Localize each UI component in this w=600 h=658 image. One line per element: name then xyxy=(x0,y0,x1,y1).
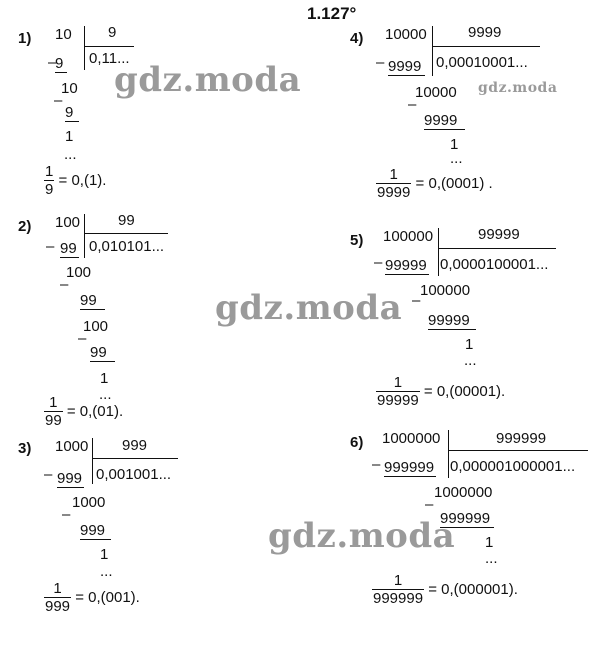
division-bar xyxy=(438,228,439,276)
watermark: gdz.moda xyxy=(114,60,302,100)
divisor-line xyxy=(84,46,134,47)
quotient: 0,00010001... xyxy=(436,54,528,71)
minus-sign: – xyxy=(44,466,53,483)
divisor: 99999 xyxy=(478,226,520,243)
fraction-denominator: 99 xyxy=(45,412,62,429)
watermark: gdz.moda xyxy=(268,516,456,556)
result-value: = 0,(001). xyxy=(75,589,140,606)
fraction xyxy=(372,572,424,607)
quotient: 0,010101... xyxy=(89,238,165,255)
step: 999 xyxy=(80,522,111,540)
step: 1 xyxy=(465,336,474,353)
minus-sign: – xyxy=(374,254,383,271)
fraction-numerator: 1 xyxy=(53,580,62,597)
division-bar xyxy=(432,26,433,76)
step: 99 xyxy=(80,292,105,310)
quotient: 0,11... xyxy=(89,50,130,67)
problem-label: 3) xyxy=(18,440,32,457)
step: 1 xyxy=(450,136,459,153)
minus-sign: – xyxy=(62,506,71,523)
fraction-denominator: 999 xyxy=(45,598,71,615)
minus-sign: – xyxy=(54,92,63,109)
fraction xyxy=(376,374,420,409)
step: 99 xyxy=(60,240,77,257)
step: 100000 xyxy=(420,282,471,299)
step: 9 xyxy=(55,55,67,73)
division-bar xyxy=(84,26,85,70)
minus-sign: – xyxy=(408,96,417,113)
quotient: 0,000001000001... xyxy=(450,458,576,475)
quotient: 0,0000100001... xyxy=(440,256,549,273)
divisor: 9999 xyxy=(468,24,502,41)
watermark: gdz.moda xyxy=(478,80,558,96)
step: 999999 xyxy=(384,459,435,476)
divisor: 999999 xyxy=(496,430,547,447)
step: 10000 xyxy=(415,84,457,101)
problem-label: 1) xyxy=(18,30,32,47)
divisor: 999 xyxy=(122,437,148,454)
step: ... xyxy=(100,563,113,580)
result-value: = 0,(01). xyxy=(66,403,124,420)
step: 1000 xyxy=(72,494,106,511)
step: 1 xyxy=(100,546,109,563)
step: 1000000 xyxy=(434,484,493,501)
fraction xyxy=(376,166,411,201)
result-line xyxy=(44,394,123,429)
step: 1 xyxy=(65,128,74,145)
divisor-line xyxy=(432,46,540,47)
divisor: 99 xyxy=(118,212,135,229)
dividend: 100 xyxy=(55,214,81,231)
step: ... xyxy=(64,146,77,163)
result-line xyxy=(372,572,518,607)
result-line xyxy=(44,580,140,615)
quotient: 0,001001... xyxy=(96,466,172,483)
dividend: 10 xyxy=(55,26,72,43)
divisor-line xyxy=(84,233,168,234)
step: 999 xyxy=(57,470,83,487)
step: 99999 xyxy=(428,312,476,330)
problem-label: 2) xyxy=(18,218,32,235)
fraction-denominator: 999999 xyxy=(373,590,424,607)
step: 99 xyxy=(90,344,115,362)
minus-sign: – xyxy=(46,238,55,255)
result-value: = 0,(0001) . xyxy=(415,175,493,192)
dividend: 1000000 xyxy=(382,430,441,447)
problem-label: 5) xyxy=(350,232,364,249)
fraction-numerator: 1 xyxy=(389,166,398,183)
result-line xyxy=(376,374,505,409)
divisor: 9 xyxy=(108,24,117,41)
result-value: = 0,(00001). xyxy=(423,383,506,400)
problem-label: 4) xyxy=(350,30,364,47)
dividend: 10000 xyxy=(385,26,427,43)
step: 1 xyxy=(485,534,494,551)
division-bar xyxy=(448,430,449,478)
minus-sign: – xyxy=(376,54,385,71)
step: 999999 xyxy=(440,510,494,528)
fraction-denominator: 99999 xyxy=(377,392,419,409)
divisor-line xyxy=(92,458,178,459)
fraction-numerator: 1 xyxy=(393,374,403,391)
fraction xyxy=(44,580,71,615)
minus-sign: – xyxy=(412,292,421,309)
result-line xyxy=(376,166,493,201)
minus-sign: – xyxy=(425,496,434,513)
dividend: 100000 xyxy=(383,228,434,245)
page-title: 1.127° xyxy=(307,4,357,23)
step: ... xyxy=(464,352,477,369)
dividend: 1000 xyxy=(55,438,89,455)
fraction-numerator: 1 xyxy=(49,394,58,411)
fraction xyxy=(44,394,63,429)
step: 9999 xyxy=(388,58,425,76)
fraction-numerator: 1 xyxy=(45,163,54,180)
step: ... xyxy=(450,150,463,167)
step: ... xyxy=(99,386,112,403)
division-bar xyxy=(92,438,93,484)
fraction-denominator: 9 xyxy=(45,181,54,198)
minus-sign: – xyxy=(372,456,381,473)
minus-sign: – xyxy=(60,276,69,293)
fraction-denominator: 9999 xyxy=(377,184,411,201)
result-value: = 0,(1). xyxy=(58,172,107,189)
minus-sign: – xyxy=(78,330,87,347)
fraction-numerator: 1 xyxy=(393,572,403,589)
result-line xyxy=(44,163,106,198)
fraction xyxy=(44,163,54,198)
watermark: gdz.moda xyxy=(215,288,403,328)
step: 1 xyxy=(100,370,109,387)
minus-sign: – xyxy=(48,54,57,71)
step: 9 xyxy=(65,104,79,122)
divisor-line xyxy=(438,248,556,249)
divisor-line xyxy=(448,450,588,451)
problem-label: 6) xyxy=(350,434,364,451)
step: ... xyxy=(485,550,498,567)
step: 10 xyxy=(61,80,78,97)
step: 100 xyxy=(83,318,109,335)
step: 99999 xyxy=(385,257,427,274)
result-value: = 0,(000001). xyxy=(428,581,518,598)
division-bar xyxy=(84,214,85,258)
step: 100 xyxy=(66,264,92,281)
step: 9999 xyxy=(424,112,465,130)
